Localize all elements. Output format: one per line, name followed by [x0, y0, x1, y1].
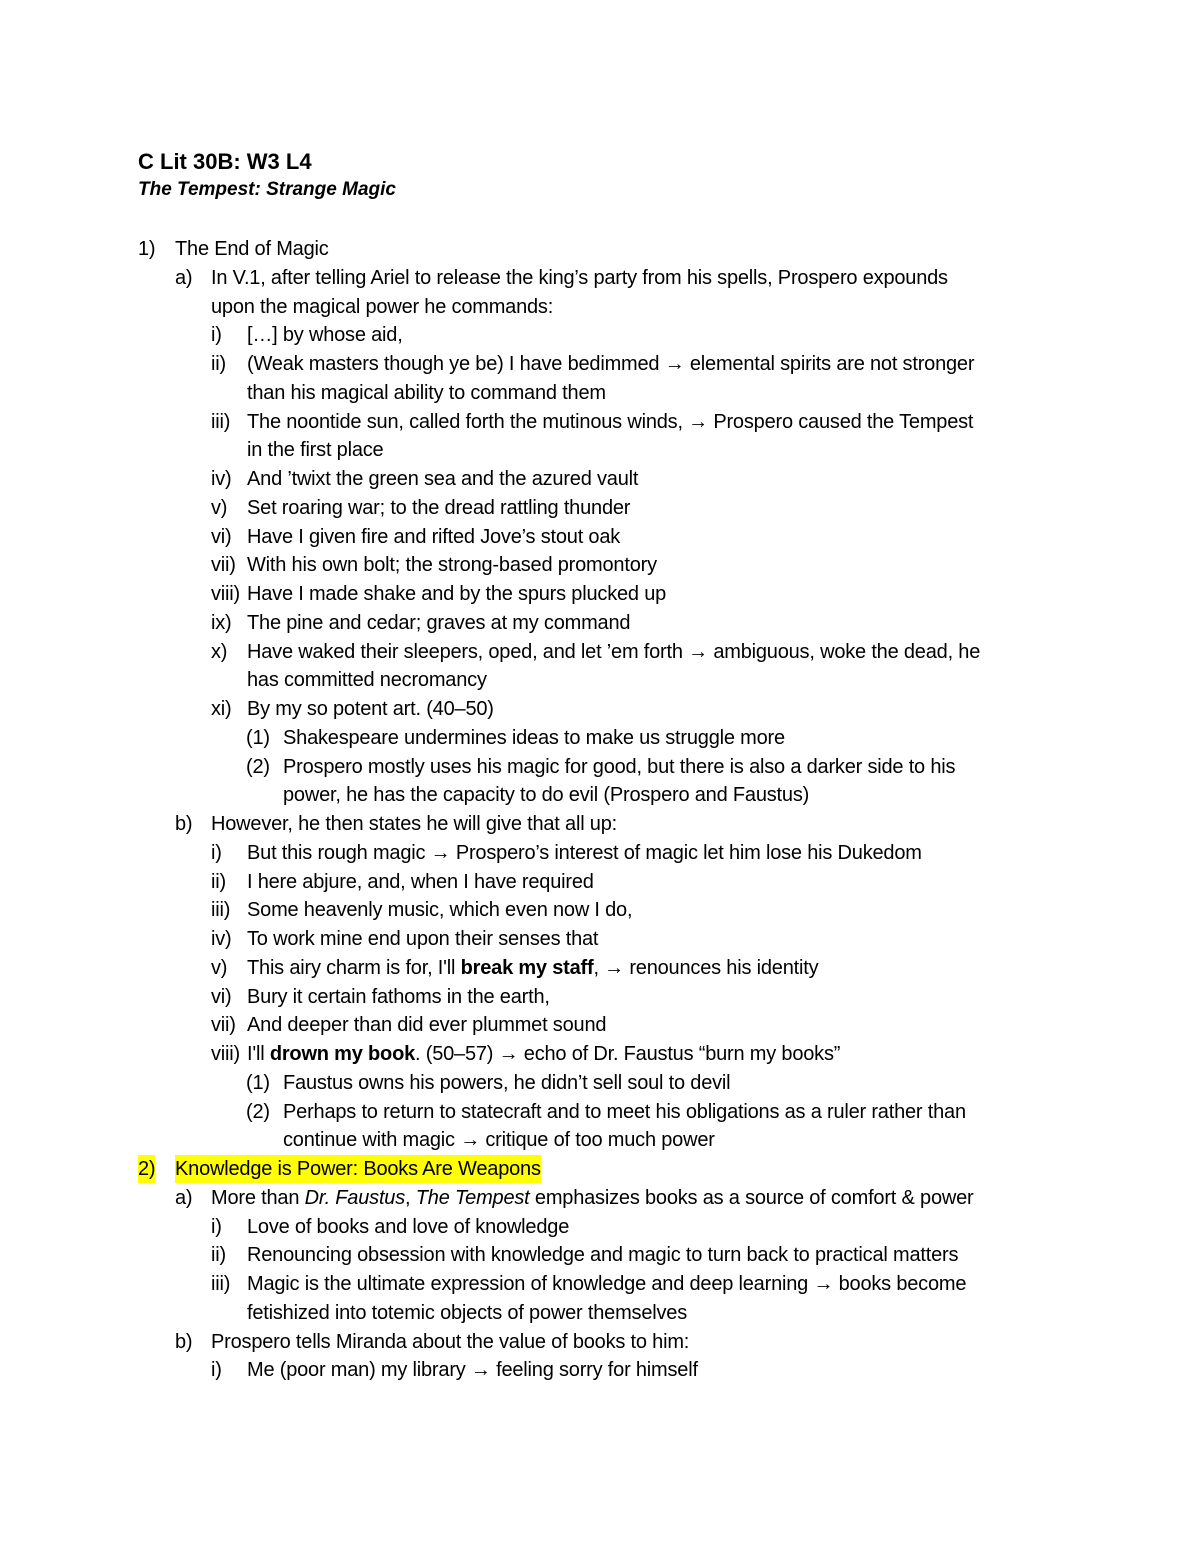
outline-line: [0, 436, 1200, 464]
line-text: [247, 983, 550, 1011]
outline-line: [0, 1126, 1200, 1154]
line-text: [247, 925, 598, 953]
list-marker: vi): [211, 985, 232, 1008]
line-text: [247, 868, 594, 896]
list-marker: a): [175, 1186, 193, 1209]
outline-line: [0, 1270, 1200, 1298]
text-run: continue with magic → critique of too much power: [283, 1129, 715, 1152]
list-marker: i): [211, 1215, 222, 1238]
document-title: C Lit 30B: W3 L4: [138, 149, 312, 174]
outline-line: [0, 724, 1200, 752]
text-run: fetishized into totemic objects of power themselves: [247, 1301, 688, 1324]
text-run: Have waked their sleepers, oped, and let ’em forth → ambiguous, woke the dead, he: [247, 640, 981, 663]
outline-line: [0, 321, 1200, 349]
text-run: And ’twixt the green sea and the azured vault: [247, 468, 639, 490]
line-text: [283, 1069, 730, 1097]
line-text: [247, 436, 383, 464]
text-run: Prospero tells Miranda about the value of books to him:: [211, 1330, 690, 1353]
text-run: This airy charm is for, I'll: [247, 956, 461, 979]
line-text: [283, 724, 785, 752]
line-text: [247, 954, 818, 982]
list-marker: i): [211, 841, 222, 864]
text-run: has committed necromancy: [247, 669, 487, 692]
text-run: The End of Magic: [175, 238, 329, 260]
text-run: , → renounces his identity: [593, 956, 819, 979]
text-run: Bury it certain fathoms in the earth,: [247, 985, 550, 1008]
outline-line: [0, 1299, 1200, 1327]
outline-line: [0, 896, 1200, 924]
line-text: [211, 293, 553, 321]
list-marker: (1): [246, 1071, 270, 1094]
list-marker: 2): [138, 1155, 155, 1183]
line-text: [247, 1241, 958, 1269]
text-run: Renouncing obsession with knowledge and magic to turn back to practical matters: [247, 1244, 959, 1267]
outline-line: [0, 235, 1200, 263]
text-run: Faustus owns his powers, he didn’t sell soul to devil: [283, 1071, 731, 1094]
list-marker: b): [175, 1330, 193, 1353]
list-marker: iv): [211, 468, 232, 490]
list-marker: b): [175, 813, 193, 835]
outline-line: [0, 810, 1200, 838]
list-marker: (2): [246, 1100, 270, 1123]
outline-line: [0, 293, 1200, 321]
outline-line: [0, 1155, 1200, 1183]
text-run: More than: [211, 1186, 305, 1209]
line-text: [211, 264, 948, 292]
line-text: [247, 695, 494, 723]
line-text: [247, 638, 980, 666]
line-text: [247, 839, 922, 867]
text-run: Me (poor man) my library → feeling sorry for himself: [247, 1359, 698, 1382]
outline-line: [0, 1040, 1200, 1068]
outline-line: [0, 638, 1200, 666]
text-run: But this rough magic → Prospero’s interest of magic let him lose his Dukedom: [247, 841, 922, 864]
text-run: Have I made shake and by the spurs plucked up: [247, 583, 667, 605]
text-italic: The Tempest: [415, 1186, 530, 1209]
text-run: (Weak masters though ye be) I have bedimmed → elemental spirits are not stronger: [247, 353, 975, 375]
text-run: However, he then states he will give that all up:: [211, 813, 617, 835]
text-italic: Dr. Faustus: [304, 1186, 406, 1209]
outline-line: [0, 1356, 1200, 1384]
outline-line: [0, 551, 1200, 579]
outline-line: [0, 1011, 1200, 1039]
line-text: [175, 235, 329, 263]
list-marker: iii): [211, 410, 231, 433]
text-run: Set roaring war; to the dread rattling thunder: [247, 496, 631, 519]
text-run: power, he has the capacity to do evil (Prospero and Faustus): [283, 784, 810, 807]
line-text: [247, 1270, 966, 1298]
text-run: Knowledge is Power: Books Are Weapons: [175, 1158, 541, 1180]
line-text: [247, 494, 630, 522]
list-marker: ii): [211, 353, 226, 375]
outline-line: [0, 408, 1200, 436]
list-marker: ix): [211, 611, 232, 634]
text-run: Perhaps to return to statecraft and to meet his obligations as a ruler rather than: [283, 1100, 966, 1123]
line-text: [211, 1184, 974, 1212]
line-text: [211, 810, 617, 838]
text-run: I here abjure, and, when I have required: [247, 870, 594, 893]
line-text: [247, 465, 638, 493]
list-marker: x): [211, 640, 228, 663]
line-text: [247, 551, 657, 579]
line-text: [175, 1155, 541, 1183]
text-run: And deeper than did ever plummet sound: [247, 1014, 607, 1037]
text-run: in the first place: [247, 439, 384, 462]
line-text: [283, 781, 809, 809]
line-text: [211, 1328, 689, 1356]
list-marker: ii): [211, 1244, 226, 1267]
text-run: The pine and cedar; graves at my command: [247, 611, 631, 634]
list-marker: (1): [246, 726, 270, 749]
outline-line: [0, 465, 1200, 493]
list-marker: iii): [211, 1273, 231, 1295]
outline-line: [0, 264, 1200, 292]
list-marker: iii): [211, 899, 231, 922]
text-bold: drown my book: [269, 1043, 416, 1065]
list-marker: vii): [211, 554, 236, 577]
line-text: [247, 350, 974, 378]
text-bold: break my staff: [460, 956, 594, 979]
outline-line: [0, 1069, 1200, 1097]
text-run: ,: [405, 1186, 416, 1209]
list-marker: 1): [138, 238, 156, 260]
outline-line: [0, 523, 1200, 551]
outline-line: [0, 379, 1200, 407]
line-text: [247, 1213, 569, 1241]
line-text: [247, 408, 973, 436]
line-text: [247, 379, 606, 407]
text-run: Magic is the ultimate expression of knowledge and deep learning → books become: [247, 1273, 967, 1295]
list-marker: vii): [211, 1014, 236, 1037]
document-subtitle: The Tempest: Strange Magic: [138, 179, 396, 200]
line-text: [247, 1356, 698, 1384]
text-run: than his magical ability to command them: [247, 381, 606, 404]
line-text: [247, 580, 666, 608]
text-run: Prospero mostly uses his magic for good, but there is also a darker side to his: [283, 755, 956, 778]
text-run: . (50–57) → echo of Dr. Faustus “burn my books”: [415, 1043, 841, 1065]
list-marker: iv): [211, 928, 232, 950]
list-marker: (2): [246, 755, 270, 778]
line-text: [247, 1011, 606, 1039]
line-text: [247, 321, 403, 349]
list-marker: vi): [211, 525, 232, 548]
outline-line: [0, 1098, 1200, 1126]
outline-line: [0, 753, 1200, 781]
text-run: Love of books and love of knowledge: [247, 1215, 570, 1238]
line-text: [247, 1040, 840, 1068]
outline-line: [0, 868, 1200, 896]
text-run: upon the magical power he commands:: [211, 295, 554, 318]
outline-line: [0, 350, 1200, 378]
outline-line: [0, 666, 1200, 694]
outline-line: [0, 983, 1200, 1011]
line-text: [283, 753, 955, 781]
text-run: In V.1, after telling Ariel to release the king’s party from his spells, Prospero expounds: [211, 266, 948, 289]
line-text: [283, 1126, 715, 1154]
line-text: [247, 896, 632, 924]
list-marker: v): [211, 956, 228, 979]
text-run: Have I given fire and rifted Jove’s stout oak: [247, 525, 621, 548]
list-marker: v): [211, 496, 228, 519]
outline-line: [0, 695, 1200, 723]
list-marker: viii): [211, 583, 240, 605]
list-marker: xi): [211, 698, 232, 720]
outline-line: [0, 781, 1200, 809]
text-run: The noontide sun, called forth the mutinous winds, → Prospero caused the Tempest: [247, 410, 974, 433]
text-run: […] by whose aid,: [247, 324, 403, 347]
list-marker: i): [211, 324, 222, 347]
text-run: To work mine end upon their senses that: [247, 928, 599, 950]
list-marker: viii): [211, 1043, 240, 1065]
text-run: By my so potent art. (40–50): [247, 698, 494, 720]
outline-line: [0, 580, 1200, 608]
outline-line: [0, 609, 1200, 637]
text-run: emphasizes books as a source of comfort & power: [529, 1186, 974, 1209]
outline-line: [0, 1241, 1200, 1269]
outline-line: [0, 1328, 1200, 1356]
outline-line: [0, 1184, 1200, 1212]
text-run: Shakespeare undermines ideas to make us struggle more: [283, 726, 785, 749]
outline-line: [0, 839, 1200, 867]
line-text: [283, 1098, 966, 1126]
text-run: Some heavenly music, which even now I do,: [247, 899, 633, 922]
line-text: [247, 523, 620, 551]
list-marker: ii): [211, 870, 226, 893]
outline-line: [0, 925, 1200, 953]
list-marker: a): [175, 266, 193, 289]
list-marker: i): [211, 1359, 222, 1382]
line-text: [247, 609, 630, 637]
text-run: I'll: [247, 1043, 270, 1065]
outline-line: [0, 494, 1200, 522]
outline-line: [0, 1213, 1200, 1241]
outline-line: [0, 954, 1200, 982]
line-text: [247, 1299, 687, 1327]
text-run: With his own bolt; the strong-based promontory: [247, 554, 657, 577]
line-text: [247, 666, 487, 694]
